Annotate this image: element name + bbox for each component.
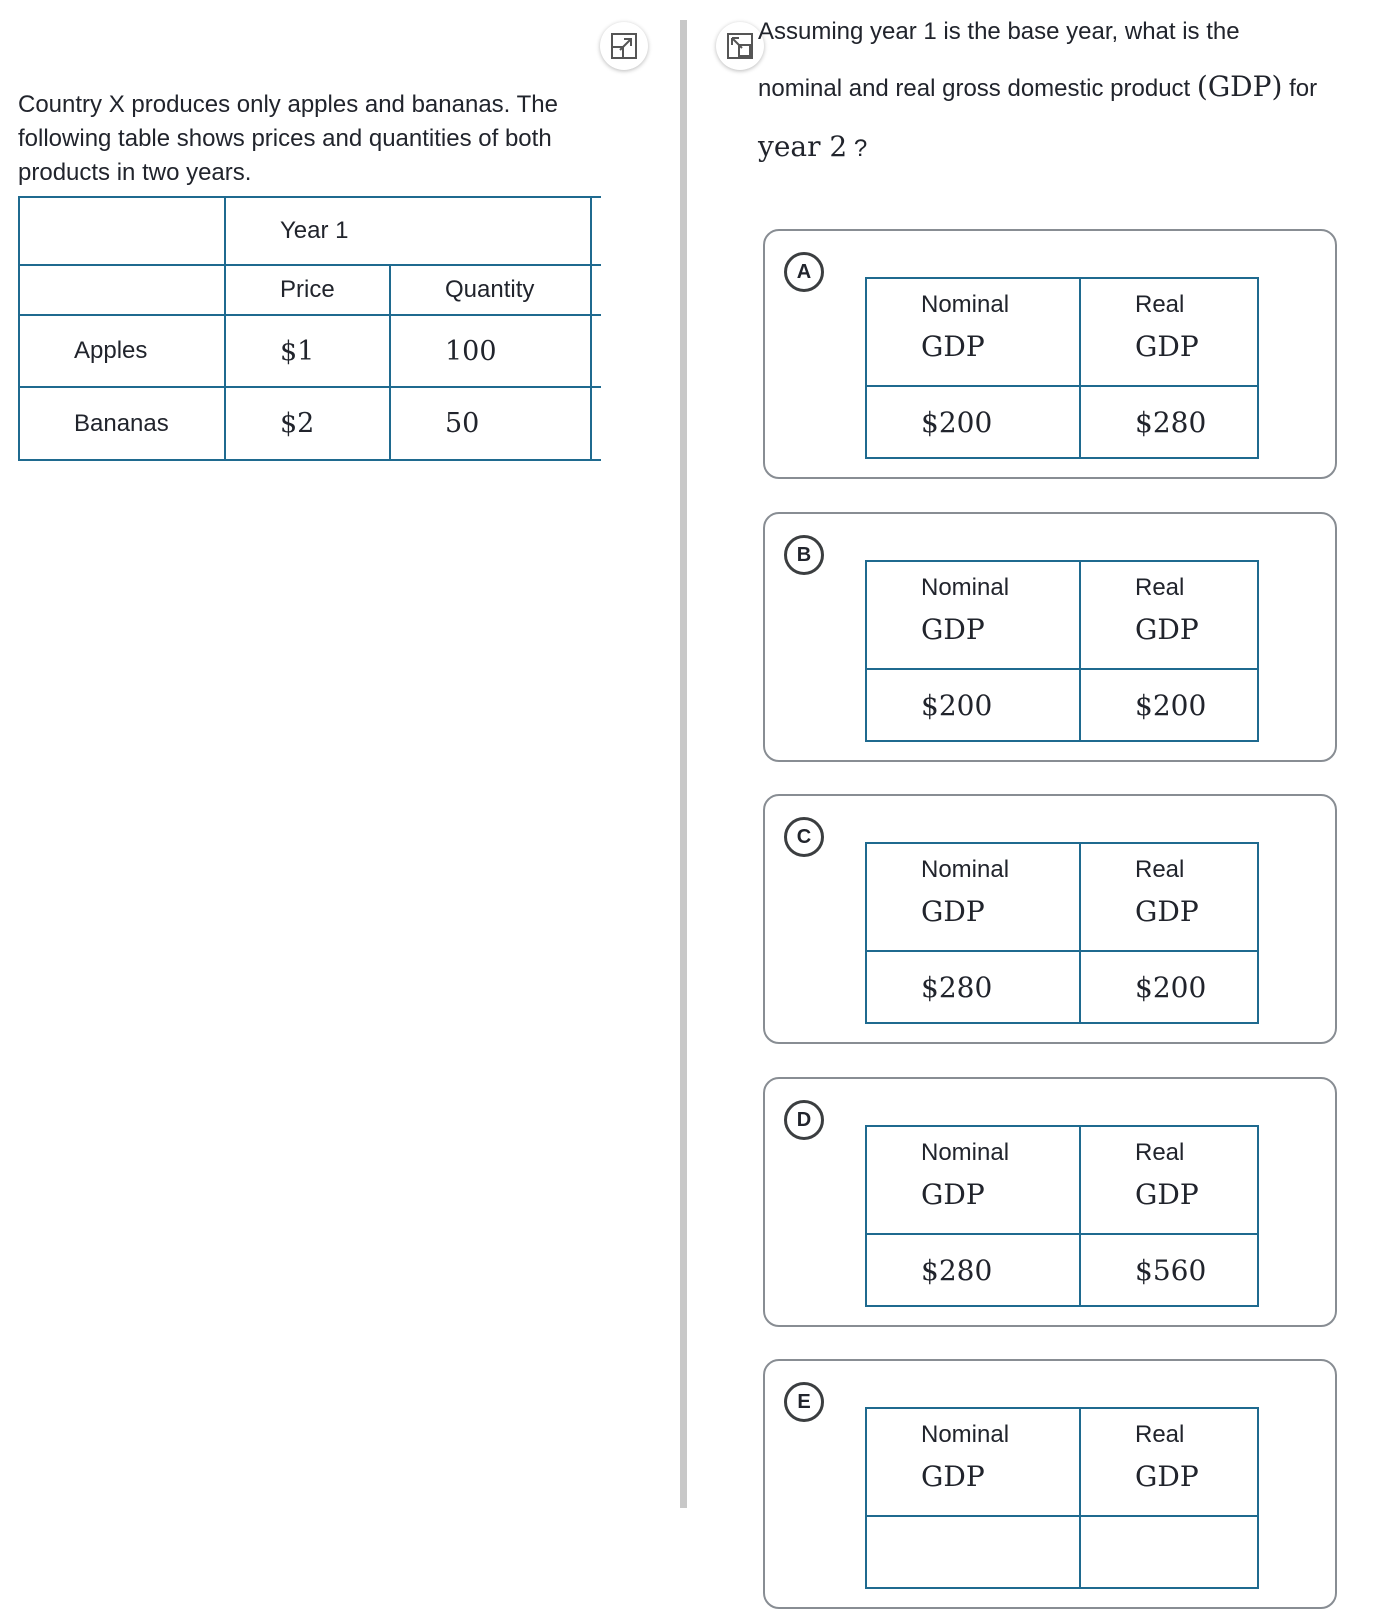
real-gdp-value: $280: [1080, 386, 1258, 458]
price-quantity-table: [18, 196, 601, 461]
column-header-price: Price: [225, 265, 390, 315]
nominal-gdp-header: Nominal GDP: [866, 561, 1080, 669]
product-cell: Apples: [19, 315, 225, 387]
real-gdp-header: Real GDP: [1080, 843, 1258, 951]
real-gdp-value: [1080, 1516, 1258, 1588]
question-panel: Assuming year 1 is the base year, what is the nominal and real gross domestic product (GDP) for year 2 ? A Nominal GDP Real GDP $200 $280 B Nominal GDP Real GDP $200 $200 C Nominal GDP Real GDP $280 $200 D Nominal GDP Real GDP $280 $560 E Nominal GDP Real GDP: [700, 0, 1389, 1508]
quantity-cell: 50: [390, 387, 591, 460]
price-cell: $1: [225, 315, 390, 387]
answer-choice-a[interactable]: [763, 229, 1337, 479]
nominal-gdp-value: $200: [866, 669, 1080, 741]
real-gdp-value: $200: [1080, 951, 1258, 1023]
nominal-gdp-value: $200: [866, 386, 1080, 458]
table-row: [19, 315, 601, 387]
real-gdp-value: $560: [1080, 1234, 1258, 1306]
nominal-gdp-header: Nominal GDP: [866, 1408, 1080, 1516]
quantity-cell: 100: [390, 315, 591, 387]
real-gdp-header: Real GDP: [1080, 278, 1258, 386]
nominal-gdp-value: [866, 1516, 1080, 1588]
answer-choice-e[interactable]: [763, 1359, 1337, 1609]
year-header: Year 1: [225, 197, 591, 265]
product-cell: Bananas: [19, 387, 225, 460]
answer-choice-d[interactable]: [763, 1077, 1337, 1327]
real-gdp-header: Real GDP: [1080, 561, 1258, 669]
choice-letter-c: C: [784, 817, 824, 857]
panel-divider[interactable]: [680, 20, 687, 1508]
answer-choice-b[interactable]: [763, 512, 1337, 762]
collapse-icon: [726, 32, 754, 60]
nominal-gdp-header: Nominal GDP: [866, 278, 1080, 386]
choice-letter-b: B: [784, 535, 824, 575]
price-cell: $2: [225, 387, 390, 460]
empty-header-cell: [19, 265, 225, 315]
column-header-quantity: Quantity: [390, 265, 591, 315]
nominal-gdp-value: $280: [866, 1234, 1080, 1306]
gdp-table: [865, 1125, 1259, 1307]
collapse-question-button[interactable]: [716, 22, 764, 70]
real-gdp-header: Real GDP: [1080, 1408, 1258, 1516]
gdp-table: [865, 1407, 1259, 1589]
passage-panel: [0, 0, 670, 1508]
gdp-table: [865, 842, 1259, 1024]
table-row: [19, 387, 601, 460]
nominal-gdp-header: Nominal GDP: [866, 1126, 1080, 1234]
real-gdp-value: $200: [1080, 669, 1258, 741]
table-corner-cell: [19, 197, 225, 265]
nominal-gdp-header: Nominal GDP: [866, 843, 1080, 951]
expand-icon: [610, 32, 638, 60]
gdp-table: [865, 560, 1259, 742]
expand-passage-button[interactable]: [600, 22, 648, 70]
choice-letter-a: A: [784, 252, 824, 292]
answer-choice-c[interactable]: [763, 794, 1337, 1044]
choice-letter-d: D: [784, 1100, 824, 1140]
nominal-gdp-value: $280: [866, 951, 1080, 1023]
real-gdp-header: Real GDP: [1080, 1126, 1258, 1234]
choice-letter-e: E: [784, 1382, 824, 1422]
passage-intro: Country X produces only apples and bananas. The following table shows prices and quantities of both products in two years.: [18, 91, 558, 186]
gdp-table: [865, 277, 1259, 459]
